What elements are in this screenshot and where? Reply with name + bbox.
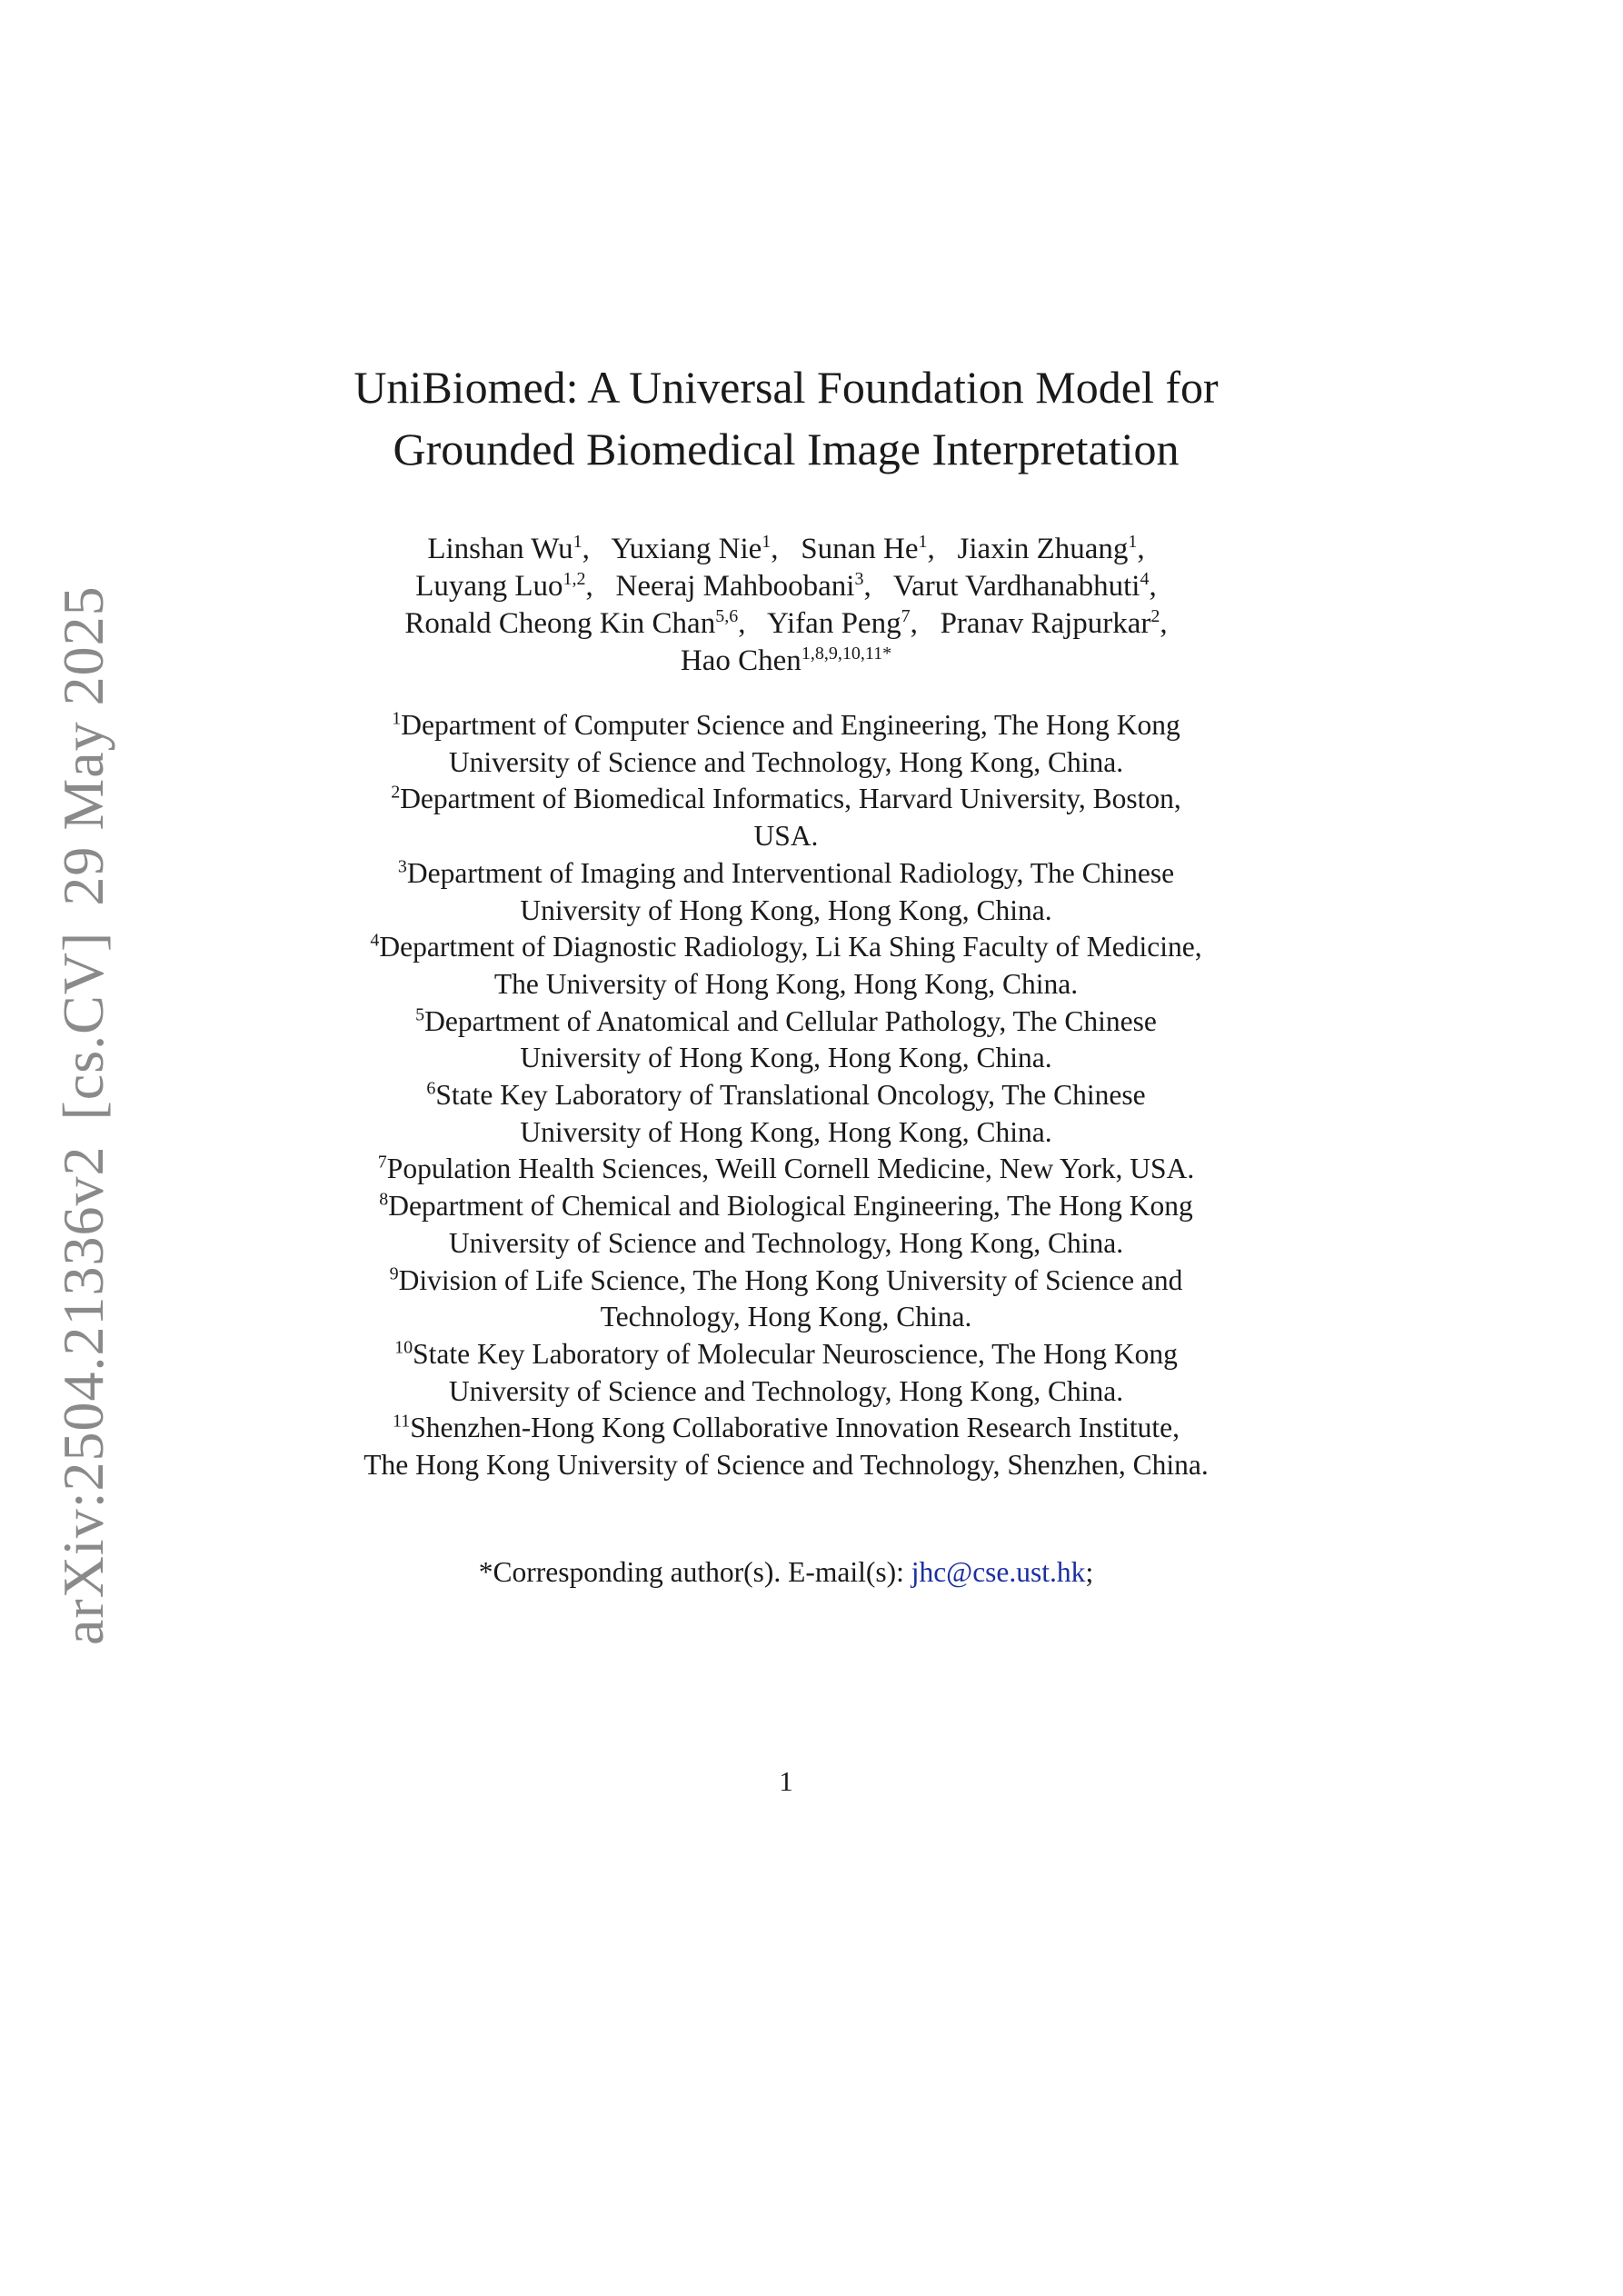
affiliation: $^1$Department of Computer Science and Engineering, The Hong Kong University of Science and Technology, Hong Kong, China. (392, 708, 1180, 778)
affiliation: $^5$Department of Anatomical and Cellular Pathology, The Chinese University of Hong Kong, Hong Kong, China. (415, 1004, 1157, 1074)
corresponding-author-note (273, 1554, 1299, 1591)
arxiv-category: [cs.CV] (51, 931, 115, 1121)
affiliation: $^{11}$Shenzhen-Hong Kong Collaborative Innovation Research Institute, The Hong Kong University of Science and Technology, Shenzhen, China. (363, 1411, 1209, 1482)
title-line-2: Grounded Biomedical Image Interpretation (393, 424, 1180, 474)
arxiv-stamp (50, 560, 117, 1645)
affiliation-list (273, 707, 1299, 1484)
author: Sunan He$^1$ (801, 532, 928, 565)
paper-title (273, 356, 1299, 480)
author: Jiaxin Zhuang$^1$ (957, 532, 1138, 565)
affiliation: $^3$Department of Imaging and Interventional Radiology, The Chinese University of Hong Kong, Hong Kong, China. (397, 856, 1175, 926)
author: Pranav Rajpurkar$^2$ (940, 606, 1160, 640)
affiliation: $^6$State Key Laboratory of Translational Oncology, The Chinese University of Hong Kong, Hong Kong, China. (426, 1078, 1146, 1148)
author: Neeraj Mahboobani$^3$ (615, 569, 864, 603)
affiliation: $^8$Department of Chemical and Biological Engineering, The Hong Kong University of Science and Technology, Hong Kong, China. (379, 1189, 1193, 1259)
author-list: Linshan Wu$^1$, Yuxiang Nie$^1$, Sunan He$^1$, Jiaxin Zhuang$^1$, Luyang Luo$^{1,2}$, Neeraj Mahboobani$^3$, Varut Vardhanabhuti$^4$, Ronald Cheong Kin Chan$^{5,6}$, Yifan Peng$^7$, Pranav Rajpurkar$^2$, Hao Chen$^{1,8,9,10,11*}$ (404, 532, 1168, 677)
author: Yuxiang Nie$^1$ (611, 532, 772, 565)
affiliation: $^2$Department of Biomedical Informatics, Harvard University, Boston, USA. (391, 782, 1181, 853)
author: Yifan Peng$^7$ (767, 606, 911, 640)
page-number: 1 (779, 1765, 793, 1797)
affiliation: $^9$Division of Life Science, The Hong Kong University of Science and Technology, Hong Kong, China. (389, 1263, 1183, 1333)
arxiv-date: 29 May 2025 (51, 585, 115, 906)
correspondence-prefix: *Corresponding author(s). E-mail(s): (478, 1556, 911, 1588)
affiliation: $^{10}$State Key Laboratory of Molecular Neuroscience, The Hong Kong University of Science and Technology, Hong Kong, China. (394, 1337, 1178, 1407)
author: Linshan Wu$^1$ (427, 532, 582, 565)
email-link[interactable]: jhc@cse.ust.hk (911, 1556, 1086, 1588)
author: Hao Chen$^{1,8,9,10,11*}$ (680, 644, 892, 677)
affiliation: $^7$Population Health Sciences, Weill Cornell Medicine, New York, USA. (377, 1152, 1195, 1185)
arxiv-id: arXiv:2504.21336v2 (51, 1145, 115, 1645)
correspondence-suffix: ; (1085, 1556, 1094, 1588)
title-line-1: UniBiomed: A Universal Foundation Model for (353, 362, 1219, 413)
author: Varut Vardhanabhuti$^4$ (892, 569, 1150, 603)
author: Ronald Cheong Kin Chan$^{5,6}$ (404, 606, 739, 640)
author: Luyang Luo$^{1,2}$ (415, 569, 586, 603)
affiliation: $^4$Department of Diagnostic Radiology, Li Ka Shing Faculty of Medicine, The University of Hong Kong, Hong Kong, China. (370, 930, 1202, 1000)
